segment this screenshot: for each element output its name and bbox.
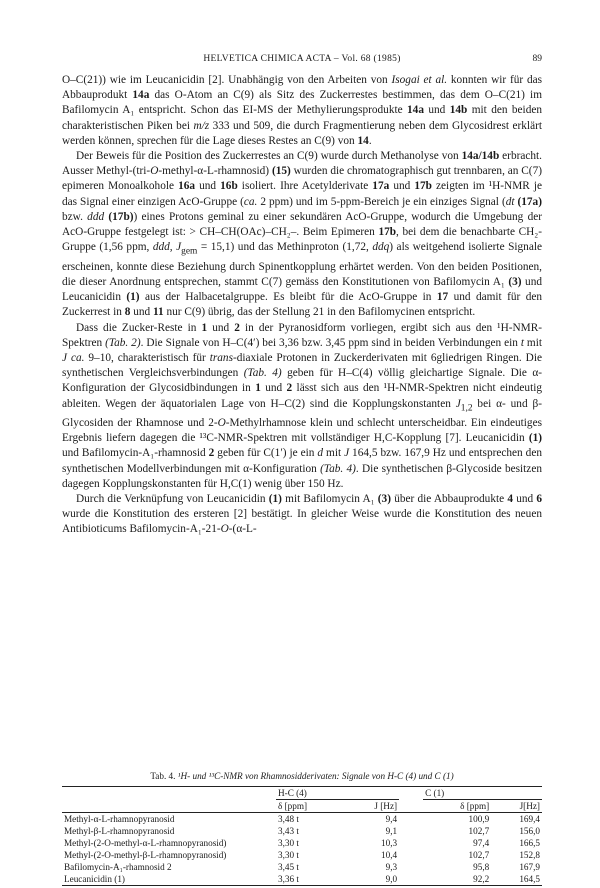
- text-run: (1): [528, 432, 542, 445]
- text-run: (1): [126, 291, 140, 304]
- text-run: Der Beweis für die Position des Zuckerrestes an C(9) wurde durch Methanolyse von: [76, 150, 462, 163]
- col-delta-c: δ [ppm]: [423, 800, 491, 813]
- cell-j-c: 152,8: [519, 850, 540, 860]
- text-run: 1: [255, 382, 261, 395]
- text-run: und Leucanicidin: [62, 275, 542, 304]
- cell-j-h: 10,4: [381, 850, 398, 860]
- text-run: J: [455, 397, 461, 410]
- text-run: 2: [208, 447, 215, 460]
- text-run: (Tab. 4): [320, 462, 356, 475]
- table-caption-text: ¹H- und ¹³C-NMR von Rhamnosidderivaten: Signale von H-C (4) und C (1): [177, 771, 454, 781]
- journal-title: HELVETICA CHIMICA ACTA – Vol. 68 (1985): [203, 54, 401, 64]
- text-run: 2: [286, 382, 293, 395]
- text-run: 14: [357, 134, 369, 147]
- cell-delta-h: 3,45 t: [278, 862, 299, 872]
- text-run: und: [423, 104, 450, 117]
- text-run: -methyl-α-L-rhamnosid): [158, 165, 272, 178]
- paragraph: [62, 321, 542, 492]
- text-run: 2 ppm) und im 5-ppm-Bereich je ein einziges Signal (: [257, 195, 506, 208]
- cell-delta-h: 3,30 t: [278, 850, 299, 860]
- cell-delta-c: 95,8: [473, 862, 490, 872]
- row-name: Leucanicidin (1): [62, 873, 276, 886]
- cell-delta-h: 3,43 t: [278, 826, 299, 836]
- text-run: t: [520, 336, 524, 349]
- text-run: (15): [271, 165, 291, 178]
- text-run: (3): [508, 275, 522, 288]
- text-run: 17b: [414, 180, 432, 193]
- text-run: 1,2: [460, 402, 473, 413]
- table-row: [62, 873, 542, 886]
- cell-delta-c: 102,7: [468, 826, 490, 836]
- body-text: [62, 73, 542, 538]
- text-run: aus der Halbacetalgruppe. Es bleibt für die AcO-Gruppe in: [139, 291, 437, 304]
- col-delta-h: δ [ppm]: [276, 800, 344, 813]
- cell-j-c: 167,9: [519, 862, 540, 872]
- text-run: -Methylrhamnose klein und schlecht unterscheidbar. Ein eindeutiges Ergebnis liefern dagegen die ¹³C-NMR-Spektren mit vollständiger H,C-Kopplung [7]. Leucanicidin: [62, 416, 542, 445]
- text-run: und Bafilomycin-A₁-rhamnosid: [62, 447, 209, 460]
- text-run: ) eines Protons geminal zu einer sekundären AcO-Gruppe, wodurch die Umgebung der AcO-Gruppe festgelegt ist: > CH–CH(OAc)–CH₂–. Beim Epimeren: [62, 210, 542, 239]
- cell-j-c: 166,5: [519, 838, 540, 848]
- text-run: 11: [152, 306, 164, 319]
- table-subheader-row: [62, 800, 542, 813]
- table-header-row: [62, 787, 542, 800]
- text-run: konnten wir für das Abbauprodukt: [62, 74, 543, 102]
- text-run: bzw.: [62, 210, 88, 223]
- text-run: geben für H–C(4) völlig gleichartige Signale. Die α-Konfiguration der Glycosidbindungen in: [62, 367, 542, 395]
- text-run: Isogai et al.: [391, 74, 448, 86]
- row-name: Methyl-(2-O-methyl-α-L-rhamnopyranosid): [64, 838, 227, 848]
- text-run: 1: [201, 321, 208, 334]
- text-run: und: [389, 180, 415, 193]
- cell-j-h: 10,3: [381, 838, 398, 848]
- text-run: -(α-L-: [228, 523, 257, 536]
- col-j-h: J [Hz]: [344, 800, 399, 813]
- text-run: 14b: [449, 104, 468, 117]
- text-run: 16b: [220, 180, 238, 193]
- text-run: 4: [507, 492, 513, 505]
- text-run: 164,5 bzw. 167,9 Hz und entsprechen den synthetischen Modellverbindungen mit α-Konfiguration: [62, 447, 542, 475]
- spacer: [399, 813, 423, 826]
- text-run: über die Abbauprodukte: [390, 492, 508, 505]
- table-row: [62, 813, 542, 826]
- header-hc4: H-C (4): [276, 787, 399, 800]
- text-run: 17: [436, 291, 449, 304]
- text-run: 16a: [178, 180, 196, 193]
- spacer: [399, 849, 423, 861]
- text-run: (1): [268, 492, 282, 505]
- text-run: (17b): [108, 210, 134, 223]
- text-run: , bei dem die benachbarte CH₂-Gruppe (1,56 ppm,: [62, 226, 542, 254]
- spacer: [399, 825, 423, 837]
- text-run: wurden die chromatographisch gut trennbaren, an C(7) epimeren Monoalkohole: [62, 165, 542, 193]
- text-run: 333 und 509, die durch Fragmentierung neben dem Glycosidrest erklärt werden können, sprechen für die Lage dieses Restes an C(9) von: [62, 119, 542, 147]
- text-run: 14a: [132, 89, 150, 102]
- cell-j-h: 9,4: [385, 814, 398, 824]
- cell-j-h: 9,1: [385, 826, 398, 836]
- text-run: in der Pyranosidform vorliegen, ergibt sich aus den ¹H-NMR-Spektren: [62, 321, 542, 349]
- row-name: Methyl-β-L-rhamnopyranosid: [64, 826, 175, 836]
- text-run: J: [344, 447, 350, 460]
- text-run: und: [207, 321, 235, 334]
- text-run: zeigten im ¹H-NMR je das Signal einer einzigen AcO-Gruppe (: [62, 180, 542, 208]
- text-run: . Die Signale von H–C(4′) bei 3,36 bzw. 3,45 ppm sind in beiden Verbindungen ein: [140, 336, 521, 349]
- page-number: 89: [532, 54, 542, 64]
- spacer: [399, 837, 423, 849]
- text-run: O–C(21)) wie im Leucanicidin [2]. Unabhängig von den Arbeiten von: [62, 74, 392, 86]
- spacer: [399, 873, 423, 886]
- text-run: 9–10, charakteristisch für: [84, 351, 210, 364]
- text-run: ddd: [87, 210, 105, 223]
- row-name: Methyl-α-L-rhamnopyranosid: [64, 814, 175, 824]
- text-run: bei α- und β-Glycosiden der Rhamnose und 2-: [62, 397, 543, 429]
- cell-delta-h: 3,36 t: [276, 873, 344, 886]
- text-run: dt: [505, 195, 515, 208]
- cell-delta-h: 3,30 t: [278, 838, 299, 848]
- row-name: Bafilomycin-A₁-rhamnosid 2: [64, 862, 172, 872]
- text-run: (3): [377, 492, 391, 505]
- cell-j-c: 164,5: [491, 873, 542, 886]
- text-run: -diaxiale Protonen in Zuckerderivaten mit 6gliedrigen Ringen. Die synthetischen Vergleichsverbindungen: [62, 351, 542, 380]
- paragraph: [62, 73, 542, 149]
- cell-delta-h: 3,48 t: [278, 814, 299, 824]
- text-run: nur C(9) übrig, das der Stellung 21 in den Bafilomycinen entspricht.: [163, 306, 476, 319]
- text-run: mit: [523, 336, 542, 349]
- text-run: (Tab. 4): [243, 367, 282, 380]
- text-run: geben für C(1′) je ein: [214, 447, 318, 460]
- text-run: . Die synthetischen β-Glycoside besitzen dagegen Kopplungskonstanten für H,C(1) wenig über 150 Hz.: [62, 462, 542, 490]
- text-run: m/z: [193, 119, 210, 132]
- text-run: und: [513, 492, 537, 505]
- cell-j-h: 9,3: [385, 862, 398, 872]
- table-caption-label: Tab. 4.: [150, 771, 178, 781]
- text-run: das O-Atom an C(9) als Sitz des Zuckerrestes bestimmen, das dem O–C(21) im Bafilomycin A₁ entspricht. Schon das EI-MS der Methylierungsprodukte: [62, 89, 542, 117]
- text-run: mit: [323, 447, 345, 460]
- text-run: 17a: [372, 180, 390, 193]
- cell-delta-c: 97,4: [473, 838, 490, 848]
- table-row: [62, 825, 542, 837]
- cell-j-c: 156,0: [519, 826, 540, 836]
- text-run: (17a): [517, 195, 542, 208]
- col-j-c: J[Hz]: [491, 800, 542, 813]
- text-run: O: [217, 416, 226, 429]
- text-run: und: [195, 180, 221, 193]
- text-run: J ca.: [62, 351, 85, 364]
- spacer: [399, 861, 423, 873]
- text-run: mit Bafilomycin A₁: [281, 492, 378, 505]
- table-caption: [62, 771, 542, 781]
- text-run: 14a/14b: [461, 150, 500, 163]
- text-run: 2: [234, 321, 240, 334]
- text-run: wurde die Konstitution des ersteren [2] bestätigt. In gleicher Weise wurde die Konstitution des neuen Antibioticums Bafilomycin-A₁-21-: [62, 508, 542, 536]
- table-row: [62, 849, 542, 861]
- running-head: [62, 54, 542, 68]
- cell-j-h: 9,0: [344, 873, 399, 886]
- cell-delta-c: 100,9: [468, 814, 490, 824]
- text-run: und: [260, 382, 287, 395]
- text-run: mit den beiden charakteristischen Piken bei: [62, 104, 543, 132]
- text-run: ca.: [243, 195, 258, 208]
- row-name: Methyl-(2-O-methyl-β-L-rhamnopyranosid): [64, 850, 227, 860]
- text-run: 14a: [407, 104, 424, 117]
- text-run: und: [130, 306, 153, 319]
- text-run: trans: [209, 351, 233, 364]
- table-4: [62, 771, 542, 886]
- text-run: O: [150, 165, 159, 178]
- text-run: (Tab. 2): [105, 336, 141, 349]
- text-run: und damit für den Zuckerrest in: [62, 291, 542, 319]
- text-run: d: [317, 447, 324, 460]
- text-run: lässt sich aus den ¹H-NMR-Spektren nicht eindeutig ableiten. Wegen der äquatorialen Lage von H–C(2) sind die Kopplungskonstanten: [62, 382, 543, 410]
- text-run: 17b: [378, 226, 397, 239]
- paragraph: [62, 149, 542, 320]
- table-row: [62, 861, 542, 873]
- text-run: 6: [536, 492, 543, 505]
- table-row: [62, 837, 542, 849]
- text-run: ddq: [372, 241, 390, 254]
- text-run: .: [368, 134, 372, 147]
- text-run: Durch die Verknüpfung von Leucanicidin: [76, 492, 269, 505]
- text-run: gem: [181, 246, 198, 257]
- text-run: erbracht. Ausser Methyl-(tri-: [62, 150, 542, 178]
- paragraph: [62, 492, 542, 538]
- cell-delta-c: 102,7: [468, 850, 490, 860]
- cell-j-c: 169,4: [519, 814, 540, 824]
- text-run: ) als weitgehend isolierte Signale erscheinen, konnte diese Beziehung durch Spinentkopplung erhärtet werden. Von den beiden Positionen, die dieser Anordnung entsprechen, stammt C(7) gemäss den Konstitutionen von Bafilomycin A₁: [62, 241, 542, 288]
- nmr-table: [62, 786, 542, 886]
- header-c1: C (1): [423, 787, 542, 800]
- cell-delta-c: 92,2: [423, 873, 491, 886]
- text-run: Dass die Zucker-Reste in: [76, 321, 202, 334]
- text-run: O: [220, 523, 229, 536]
- text-run: = 15,1) und das Methinproton (1,72,: [197, 241, 373, 254]
- text-run: isoliert. Ihre Acetylderivate: [237, 180, 373, 193]
- text-run: 8: [124, 306, 131, 319]
- text-run: ddd, J: [152, 241, 182, 254]
